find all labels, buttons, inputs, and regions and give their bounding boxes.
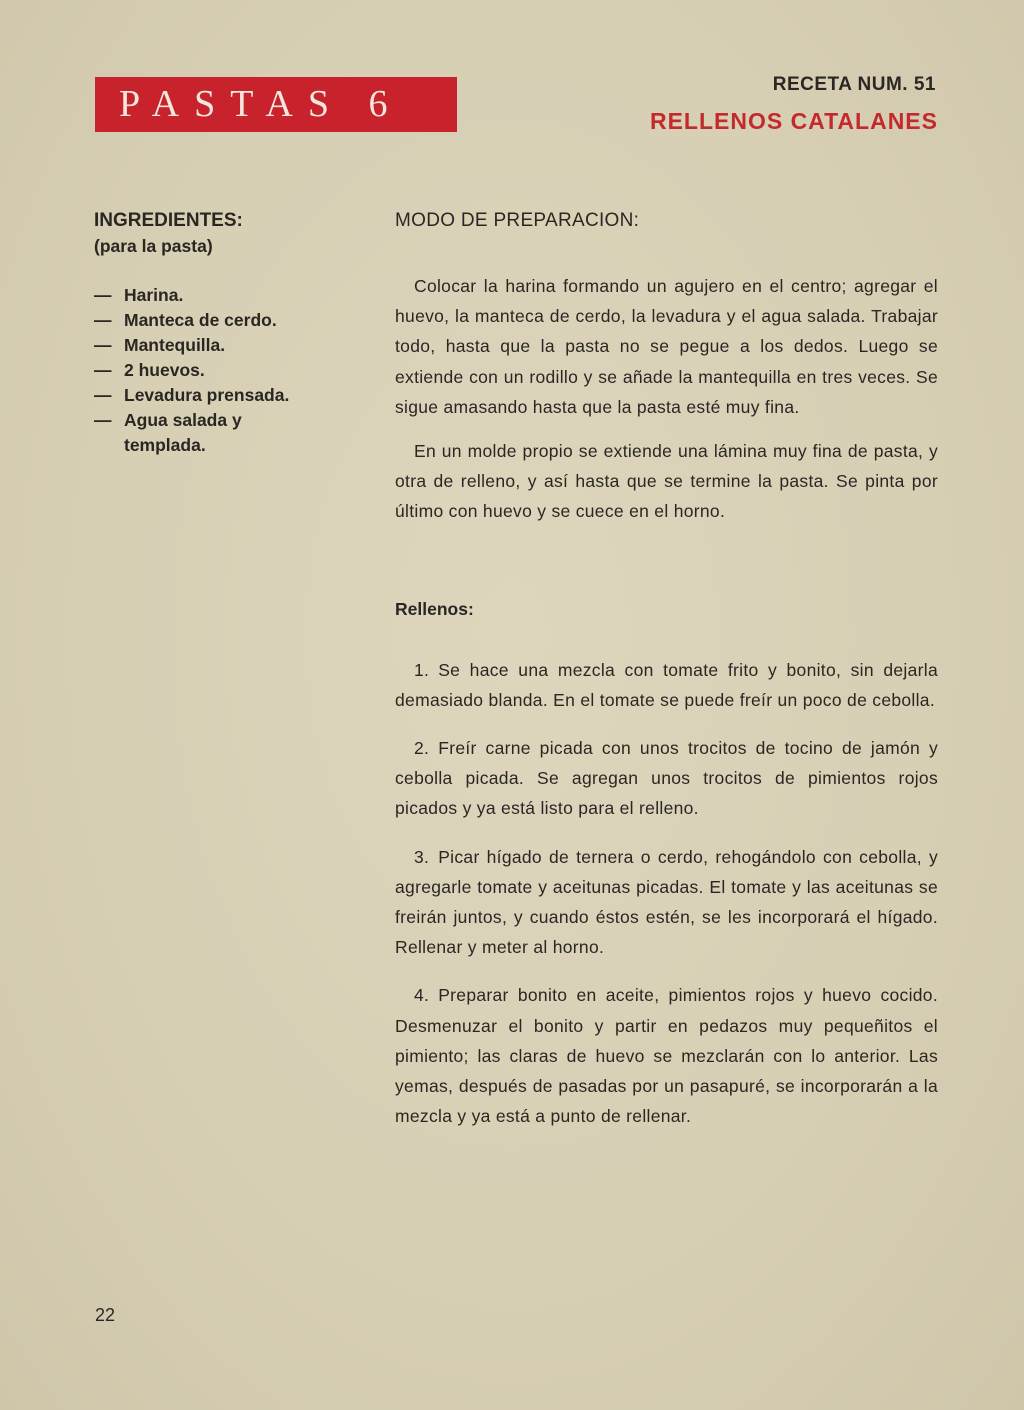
list-dash: — [94, 285, 112, 305]
list-dash: — [94, 335, 112, 355]
ingredients-subheading: (para la pasta) [94, 236, 213, 256]
list-dash: — [94, 410, 112, 430]
ingredient-item [94, 283, 324, 308]
fillings-list [395, 655, 938, 1132]
recipe-title: RELLENOS CATALANES [649, 108, 938, 134]
page-number: 22 [95, 1305, 116, 1325]
preparation-paragraph: En un molde propio se extiende una lámina muy fina de pasta, y otra de relleno, y así hasta que se termine la pasta. Se pinta por último con huevo y se cuece en el horno. [395, 441, 938, 522]
preparation-paragraph: Colocar la harina formando un agujero en el centro; agregar el huevo, la manteca de cerdo, la levadura y el agua salada. Trabajar todo, hasta que la pasta no se pegue a los dedos. Luego se extiende con un rodillo y se añade la mantequilla en tres veces. Se sigue amasando hasta que la pasta esté muy fina. [395, 276, 938, 417]
filling-number: 3. [414, 846, 430, 867]
ingredient-label: Harina. [124, 285, 184, 305]
ingredient-label: Levadura prensada. [124, 385, 290, 405]
filling-item [395, 655, 938, 715]
filling-number: 4. [414, 985, 430, 1006]
list-dash: — [94, 385, 112, 405]
filling-text: Picar hígado de ternera o cerdo, rehogándolo con cebolla, y agregarle tomate y aceitunas picadas. El tomate y las aceitunas se freirán juntos, y cuando éstos estén, se les incorporará el hígado. Rellenar y meter al horno. [395, 846, 938, 958]
ingredient-label: Mantequilla. [124, 335, 226, 355]
ingredient-label: Agua salada y templada. [124, 410, 242, 455]
filling-item [395, 980, 938, 1131]
recipe-number: RECETA NUM. 51 [772, 74, 936, 95]
fillings-heading: Rellenos: [395, 598, 474, 619]
filling-number: 2. [414, 738, 430, 759]
list-dash: — [94, 360, 112, 380]
section-banner: PASTAS 6 [95, 77, 457, 132]
ingredients-heading: INGREDIENTES: [94, 210, 243, 231]
filling-text: Se hace una mezcla con tomate frito y bonito, sin dejarla demasiado blanda. En el tomate se puede freír un poco de cebolla. [395, 659, 938, 710]
ingredients-list [94, 283, 324, 458]
preparation-heading: MODO DE PREPARACION: [395, 210, 640, 231]
filling-item [395, 733, 938, 824]
ingredients-section [94, 207, 324, 458]
preparation-section [395, 207, 938, 1149]
ingredient-label: Manteca de cerdo. [124, 310, 277, 330]
ingredient-item [94, 333, 324, 358]
filling-text: Preparar bonito en aceite, pimientos rojos y huevo cocido. Desmenuzar el bonito y partir en pedazos muy pequeñitos el pimiento; las claras de huevo se mezclarán con lo anterior. Las yemas, después de pasadas por un pasapuré, se incorporarán a la mezcla y ya está a punto de rellenar. [395, 985, 938, 1127]
ingredient-item [94, 383, 324, 408]
filling-text: Freír carne picada con unos trocitos de tocino de jamón y cebolla picada. Se agregan unos trocitos de pimientos rojos picados y ya está listo para el relleno. [395, 738, 938, 819]
filling-item [395, 842, 938, 963]
ingredient-item [94, 408, 324, 458]
ingredient-item [94, 358, 324, 383]
ingredient-label: 2 huevos. [124, 360, 205, 380]
list-dash: — [94, 310, 112, 330]
filling-number: 1. [414, 659, 430, 680]
ingredient-item [94, 308, 324, 333]
